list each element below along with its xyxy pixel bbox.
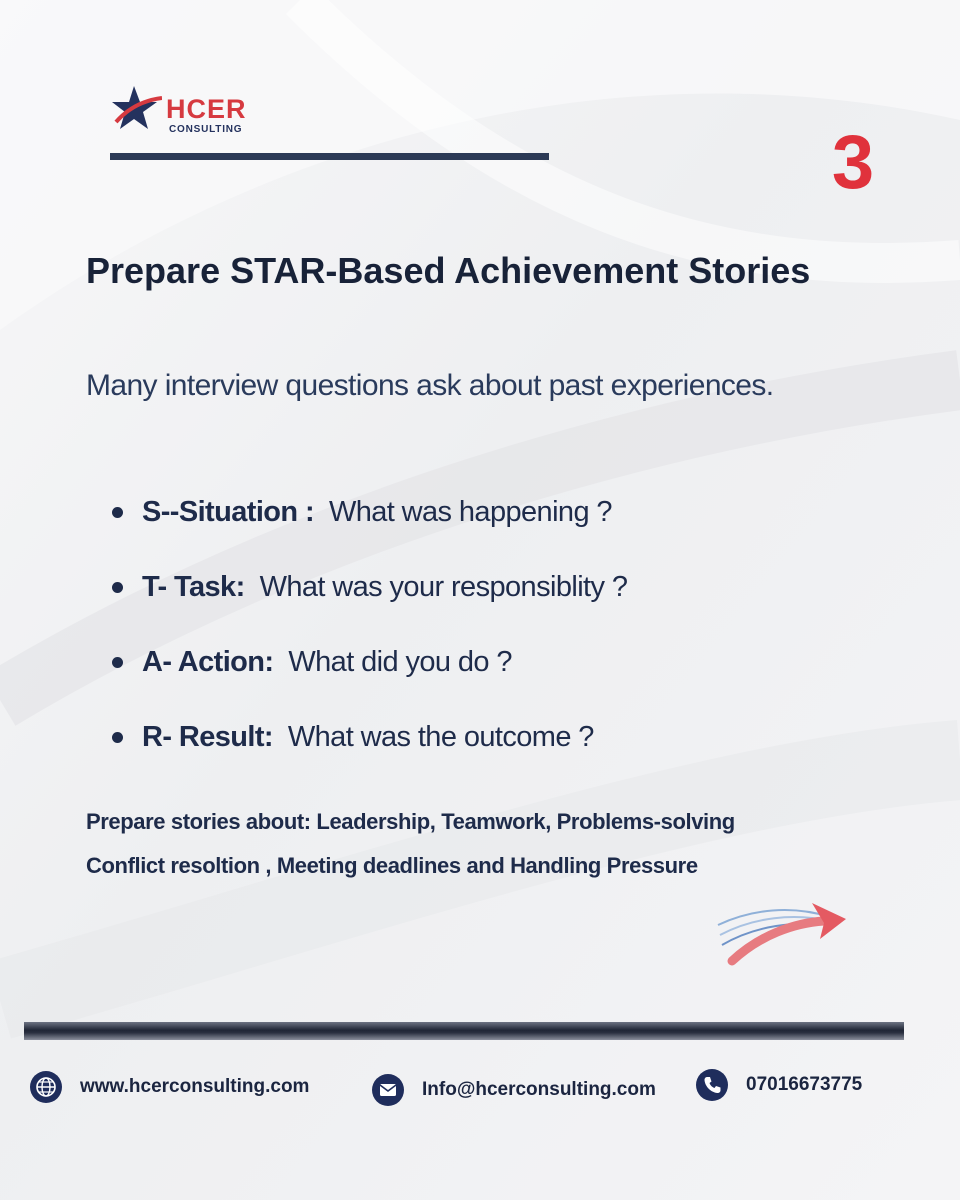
swoosh-arrow-icon (712, 895, 852, 970)
brand-tagline: CONSULTING (169, 124, 243, 135)
star-list (112, 488, 872, 788)
bullet-dot (112, 732, 123, 743)
globe-icon (30, 1071, 62, 1103)
bullet-dot (112, 507, 123, 518)
envelope-icon (372, 1074, 404, 1106)
phone-icon (696, 1069, 728, 1101)
page-subtitle: Many interview questions ask about past experiences. (86, 369, 774, 402)
star-key: S--Situation : (142, 496, 315, 528)
star-description: What was the outcome ? (287, 721, 594, 753)
page-number: 3 (831, 120, 875, 205)
bullet-dot (112, 657, 123, 668)
stories-line-2: Conflict resoltion , Meeting deadlines and Handling Pressure (86, 853, 698, 878)
email-link[interactable]: Info@hcerconsulting.com (422, 1079, 656, 1100)
star-item-result (112, 713, 872, 788)
bullet-dot (112, 582, 123, 593)
header-divider (110, 153, 549, 160)
page-title: Prepare STAR-Based Achievement Stories (86, 250, 811, 291)
star-item-action (112, 638, 872, 713)
star-key: A- Action: (142, 646, 274, 678)
star-key: R- Result: (142, 721, 273, 753)
website-link[interactable]: www.hcerconsulting.com (80, 1076, 310, 1097)
stories-note (86, 800, 866, 888)
footer-divider (24, 1022, 904, 1040)
phone-number[interactable]: 07016673775 (746, 1074, 863, 1095)
star-description: What was your responsiblity ? (259, 571, 628, 603)
star-item-situation (112, 488, 872, 563)
star-description: What did you do ? (288, 646, 512, 678)
star-item-task (112, 563, 872, 638)
brand-logo (112, 84, 262, 140)
star-key: T- Task: (142, 571, 245, 603)
star-swoosh-icon (112, 84, 162, 136)
star-description: What was happening ? (328, 496, 612, 528)
brand-name: HCER (166, 94, 247, 124)
stories-line-1: Prepare stories about: Leadership, Teamwork, Problems-solving (86, 809, 735, 834)
